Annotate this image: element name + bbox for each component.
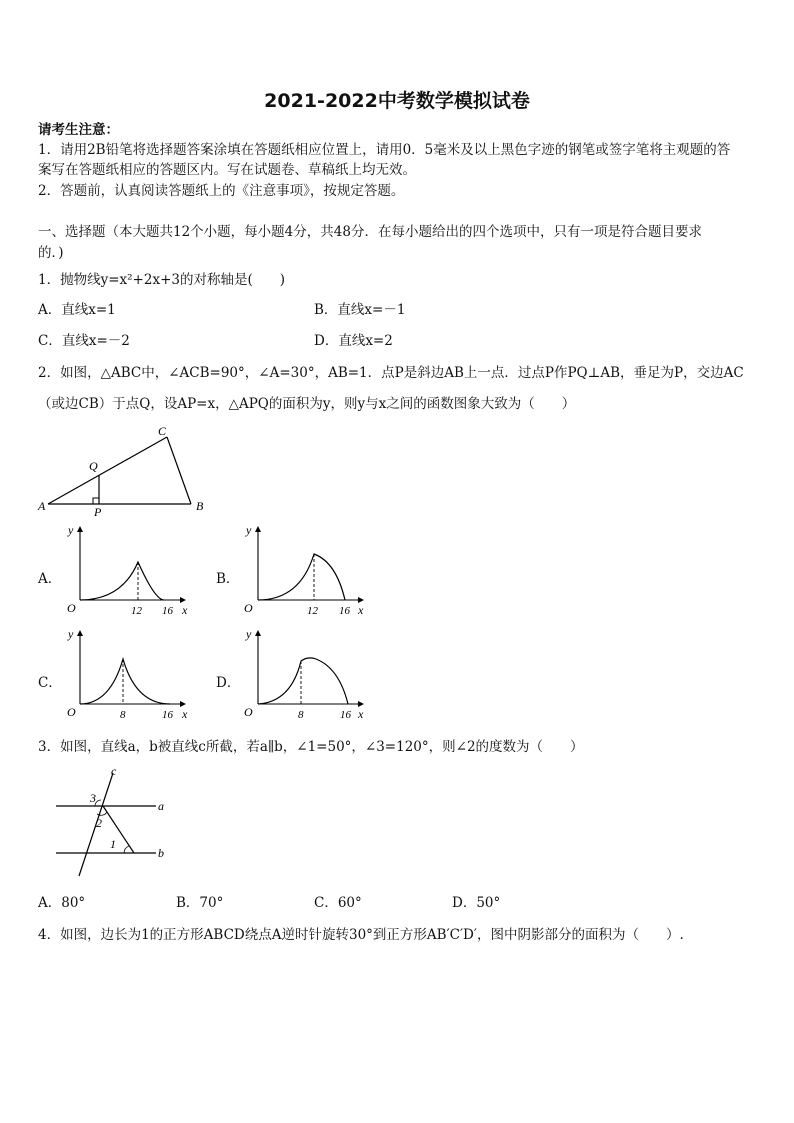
x-tick-label: 16 (162, 709, 173, 721)
x-axis-label: x (358, 707, 364, 721)
line-label-b: b (158, 846, 164, 860)
x-tick-label: 12 (307, 605, 318, 617)
question-3-option-c: C．60° (314, 895, 362, 911)
notice-line-2: 2．答题前，认真阅读答题纸上的《注意事项》，按规定答题。 (38, 183, 405, 199)
y-axis-label: y (246, 627, 252, 641)
x-axis-label: x (182, 707, 188, 721)
y-axis-label: y (246, 523, 252, 537)
question-3-option-d: D．50° (452, 895, 501, 911)
x-axis-label: x (182, 603, 188, 617)
question-2-stem-cont: （或边CB）于点Q，设AP=x，△APQ的面积为y，则y与x之间的函数图象大致为（ ） (38, 396, 576, 412)
question-1-option-a: A．直线x=1 (38, 302, 116, 318)
question-3-option-b: B．70° (176, 895, 224, 911)
question-2-stem: 2．如图，△ABC中，∠ACB=90°，∠A=30°，AB=1．点P是斜边AB上一点．过点P作PQ⊥AB，垂足为P，交边AC (38, 365, 744, 381)
y-axis-label: y (68, 627, 74, 641)
x-tick-label: 12 (131, 605, 142, 617)
point-label-q: Q (89, 459, 98, 473)
question-2-option-b-label: B． (216, 571, 240, 587)
line-label-a: a (158, 799, 164, 813)
angle-label-2: 2 (96, 816, 102, 830)
option-c-graph (60, 626, 190, 722)
parallel-lines-figure (50, 764, 176, 882)
vertex-label-b: B (196, 499, 204, 513)
origin-label: O (244, 705, 253, 719)
section-1-instructions-cont: 的．) (38, 245, 64, 261)
question-2-option-d-label: D． (216, 675, 241, 691)
question-2-option-c-label: C． (38, 675, 62, 691)
option-a-graph (60, 522, 190, 618)
question-2-option-a-label: A． (38, 571, 62, 587)
section-1-instructions: 一、选择题（本大题共12个小题，每小题4分，共48分．在每小题给出的四个选项中，只有一项是符合题目要求 (38, 224, 702, 240)
x-tick-label: 16 (162, 605, 173, 617)
angle-label-1: 1 (110, 837, 116, 851)
x-tick-label: 16 (340, 709, 351, 721)
question-4-stem: 4．如图，边长为1的正方形ABCD绕点A逆时针旋转30°到正方形AB′C′D′，图中阴影部分的面积为（ ）. (38, 927, 684, 943)
x-tick-label: 8 (120, 709, 126, 721)
angle-label-3: 3 (90, 791, 96, 805)
question-3-stem: 3．如图，直线a，b被直线c所截，若a∥b，∠1=50°，∠3=120°，则∠2的度数为（ ） (38, 739, 584, 755)
origin-label: O (244, 601, 253, 615)
x-tick-label: 16 (339, 605, 350, 617)
notice-line-1a: 1．请用2B铅笔将选择题答案涂填在答题纸相应位置上，请用0．5毫米及以上黑色字迹的钢笔或签字笔将主观题的答 (38, 142, 731, 158)
vertex-label-c: C (158, 424, 167, 438)
point-label-p: P (94, 505, 102, 518)
page-title: 2021-2022中考数学模拟试卷 (264, 90, 530, 112)
y-axis-label: y (68, 523, 74, 537)
question-1-option-b: B．直线x=－1 (314, 302, 406, 318)
x-tick-label: 8 (298, 709, 304, 721)
vertex-label-a: A (38, 499, 46, 513)
origin-label: O (67, 601, 76, 615)
notice-heading: 请考生注意： (38, 122, 119, 138)
option-d-graph (236, 626, 368, 722)
line-label-c: c (111, 764, 117, 778)
question-1-stem: 1．抛物线y=x²+2x+3的对称轴是( ) (38, 272, 286, 288)
triangle-abc-figure (36, 424, 208, 518)
origin-label: O (67, 705, 76, 719)
notice-line-1b: 案写在答题纸相应的答题区内。写在试题卷、草稿纸上均无效。 (38, 162, 416, 178)
question-3-option-a: A．80° (38, 895, 86, 911)
option-b-graph (236, 522, 368, 618)
question-1-option-c: C．直线x=－2 (38, 333, 130, 349)
x-axis-label: x (358, 603, 364, 617)
question-1-option-d: D．直线x=2 (314, 333, 393, 349)
